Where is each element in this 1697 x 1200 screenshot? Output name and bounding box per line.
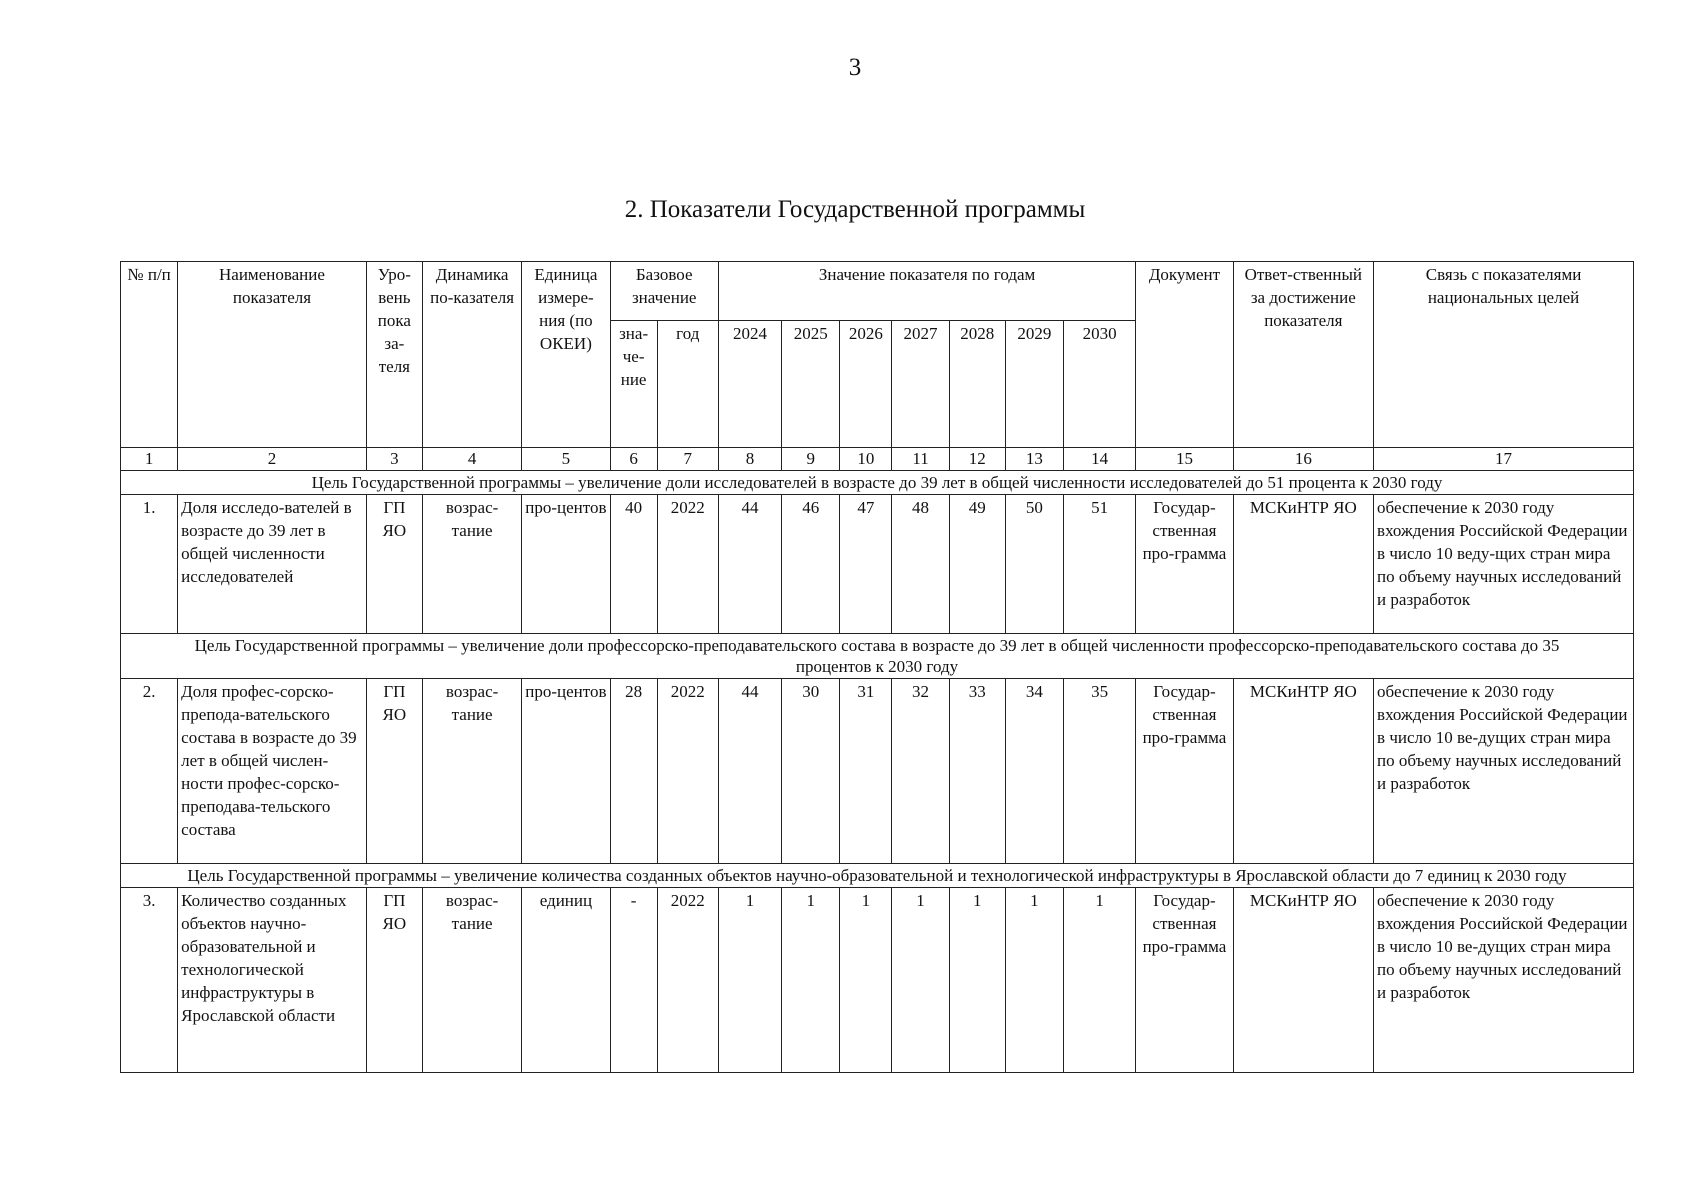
- header-responsible: Ответ-ственный за достижение показателя: [1233, 262, 1373, 448]
- row-level: ГП ЯО: [366, 679, 422, 864]
- column-number: 3: [366, 448, 422, 471]
- row-link: обеспечение к 2030 году вхождения Российской Федерации в число 10 ве-дущих стран мира по объему научных исследований и разработок: [1374, 888, 1634, 1073]
- goal-row: [121, 864, 1634, 888]
- row-value: 35: [1063, 679, 1135, 864]
- header-values-by-year: Значение показателя по годам: [718, 262, 1135, 321]
- row-document: Государ-ственная про-грамма: [1136, 679, 1233, 864]
- column-number: 2: [178, 448, 367, 471]
- column-number: 14: [1063, 448, 1135, 471]
- indicators-table: [120, 261, 1634, 1073]
- row-base-year: 2022: [657, 888, 718, 1073]
- header-year: 2030: [1063, 321, 1135, 448]
- goal-row: [121, 634, 1634, 679]
- row-level: ГП ЯО: [366, 495, 422, 634]
- row-base-year: 2022: [657, 495, 718, 634]
- header-base-value: зна-че-ние: [610, 321, 657, 448]
- row-value: 33: [949, 679, 1005, 864]
- goal-text: Цель Государственной программы – увеличение доли исследователей в возрасте до 39 лет в общей численности исследователей до 51 процента к 2030 году: [121, 471, 1634, 495]
- column-number: 1: [121, 448, 178, 471]
- row-value: 30: [782, 679, 840, 864]
- row-name: Доля исследо-вателей в возрасте до 39 лет в общей численности исследователей: [178, 495, 367, 634]
- column-number: 9: [782, 448, 840, 471]
- row-num: 1.: [121, 495, 178, 634]
- row-value: 51: [1063, 495, 1135, 634]
- row-value: 46: [782, 495, 840, 634]
- row-value: 34: [1005, 679, 1063, 864]
- row-document: Государ-ственная про-грамма: [1136, 888, 1233, 1073]
- row-value: 47: [840, 495, 892, 634]
- page-title: 2. Показатели Государственной программы: [624, 196, 1086, 223]
- row-value: 1: [840, 888, 892, 1073]
- column-number: 4: [422, 448, 521, 471]
- header-base: Базовое значение: [610, 262, 718, 321]
- row-link: обеспечение к 2030 году вхождения Российской Федерации в число 10 веду-щих стран мира по объему научных исследований и разработок: [1374, 495, 1634, 634]
- table-row: [121, 495, 1634, 634]
- column-number-row: [121, 448, 1634, 471]
- row-responsible: МСКиНТР ЯО: [1233, 495, 1373, 634]
- row-value: 48: [892, 495, 949, 634]
- row-document: Государ-ственная про-грамма: [1136, 495, 1233, 634]
- header-year: 2029: [1005, 321, 1063, 448]
- header-unit: Единица измере-ния (по ОКЕИ): [522, 262, 610, 448]
- header-num: № п/п: [121, 262, 178, 448]
- row-base-value: 28: [610, 679, 657, 864]
- column-number: 8: [718, 448, 781, 471]
- column-number: 15: [1136, 448, 1233, 471]
- goal-text: Цель Государственной программы – увеличение доли профессорско-преподавательского состава в возрасте до 39 лет в общей численности профессорско-преподавательского состава до 35 процентов к 2030 году: [121, 634, 1634, 679]
- row-value: 1: [718, 888, 781, 1073]
- row-level: ГП ЯО: [366, 888, 422, 1073]
- row-link: обеспечение к 2030 году вхождения Российской Федерации в число 10 ве-дущих стран мира по объему научных исследований и разработок: [1374, 679, 1634, 864]
- row-name: Доля профес-сорско-препода-вательского состава в возрасте до 39 лет в общей числен-ности профес-сорско-преподава-тельского состава: [178, 679, 367, 864]
- column-number: 12: [949, 448, 1005, 471]
- row-dynamics: возрас-тание: [422, 679, 521, 864]
- header-level: Уро-вень пока за-теля: [366, 262, 422, 448]
- row-num: 2.: [121, 679, 178, 864]
- column-number: 17: [1374, 448, 1634, 471]
- row-responsible: МСКиНТР ЯО: [1233, 679, 1373, 864]
- row-value: 1: [892, 888, 949, 1073]
- column-number: 11: [892, 448, 949, 471]
- header-name: Наименование показателя: [178, 262, 367, 448]
- row-unit: единиц: [522, 888, 610, 1073]
- row-unit: про-центов: [522, 495, 610, 634]
- header-year: 2024: [718, 321, 781, 448]
- row-num: 3.: [121, 888, 178, 1073]
- table-row: [121, 888, 1634, 1073]
- row-dynamics: возрас-тание: [422, 888, 521, 1073]
- column-number: 16: [1233, 448, 1373, 471]
- column-number: 6: [610, 448, 657, 471]
- goal-text: Цель Государственной программы – увеличение количества созданных объектов научно-образовательной и технологической инфраструктуры в Ярославской области до 7 единиц к 2030 году: [121, 864, 1634, 888]
- row-dynamics: возрас-тание: [422, 495, 521, 634]
- header-year: 2026: [840, 321, 892, 448]
- table-row: [121, 679, 1634, 864]
- row-value: 50: [1005, 495, 1063, 634]
- header-year: 2025: [782, 321, 840, 448]
- row-value: 1: [1005, 888, 1063, 1073]
- row-value: 44: [718, 495, 781, 634]
- row-value: 32: [892, 679, 949, 864]
- header-document: Документ: [1136, 262, 1233, 448]
- header-link: Связь с показателями национальных целей: [1374, 262, 1634, 448]
- row-base-value: 40: [610, 495, 657, 634]
- row-base-value: -: [610, 888, 657, 1073]
- row-value: 1: [1063, 888, 1135, 1073]
- goal-row: [121, 471, 1634, 495]
- row-base-year: 2022: [657, 679, 718, 864]
- row-name: Количество созданных объектов научно-образовательной и технологической инфраструктуры в Ярославской области: [178, 888, 367, 1073]
- row-value: 1: [782, 888, 840, 1073]
- row-value: 44: [718, 679, 781, 864]
- header-base-year: год: [657, 321, 718, 448]
- header-year: 2028: [949, 321, 1005, 448]
- header-dynamics: Динамика по-казателя: [422, 262, 521, 448]
- row-value: 49: [949, 495, 1005, 634]
- row-value: 1: [949, 888, 1005, 1073]
- column-number: 7: [657, 448, 718, 471]
- row-value: 31: [840, 679, 892, 864]
- column-number: 10: [840, 448, 892, 471]
- row-unit: про-центов: [522, 679, 610, 864]
- column-number: 5: [522, 448, 610, 471]
- row-responsible: МСКиНТР ЯО: [1233, 888, 1373, 1073]
- column-number: 13: [1005, 448, 1063, 471]
- page-number: 3: [848, 54, 862, 81]
- header-row: [121, 262, 1634, 321]
- header-year: 2027: [892, 321, 949, 448]
